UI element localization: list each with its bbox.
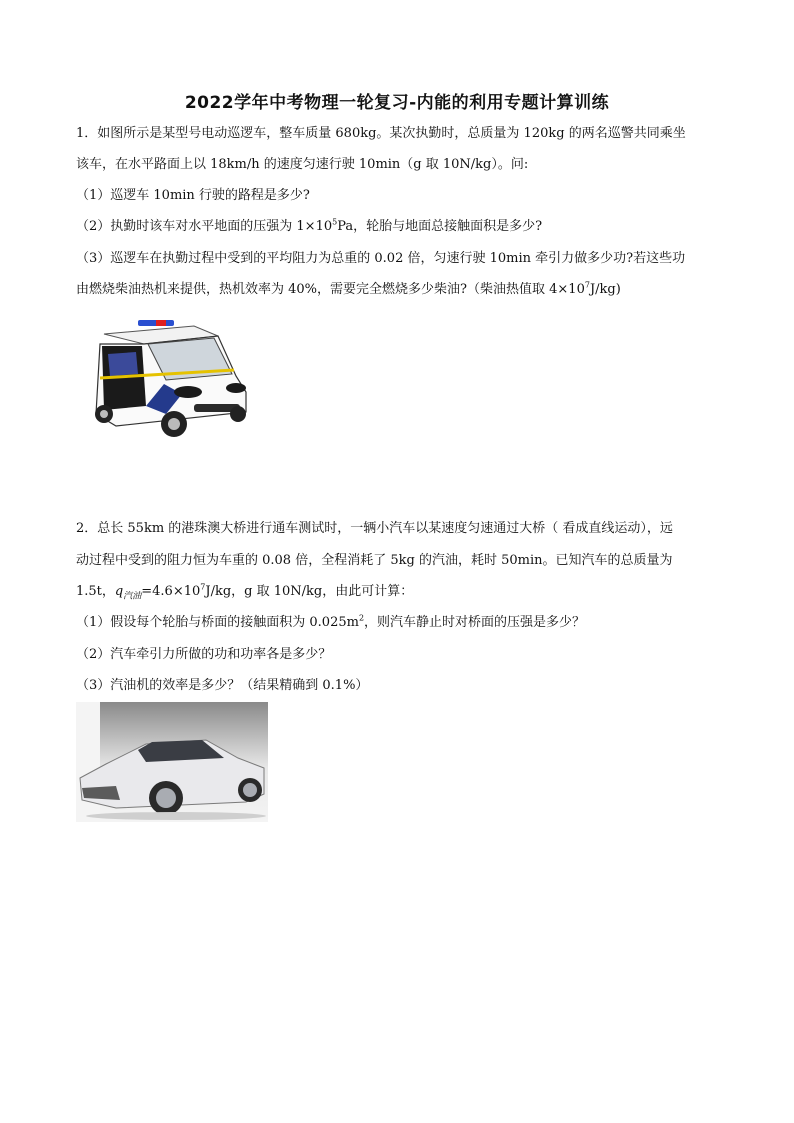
q1-line2: 该车，在水平路面上以 18km/h 的速度匀速行驶 10min（g 取 10N/kg）。问: <box>76 157 529 172</box>
q2-line3-text-a: 1.5t， <box>76 584 115 599</box>
sedan-image <box>76 702 268 822</box>
q1-sub2-text-a: （2）执勤时该车对水平地面的压强为 1×10 <box>76 219 333 234</box>
q1-sub3-line1: （3）巡逻车在执勤过程中受到的平均阻力为总重的 0.02 倍，匀速行驶 10min 牵引力做多少功?若这些功 <box>76 251 686 266</box>
q2-line3-text-b: =4.6×10 <box>141 584 201 599</box>
q1-line1: 1．如图所示是某型号电动巡逻车，整车质量 680kg。某次执勤时，总质量为 120kg 的两名巡警共同乘坐 <box>76 126 686 141</box>
q2-line3-exponent: 7 <box>200 582 206 592</box>
q2-sub1-text-a: （1）假设每个轮胎与桥面的接触面积为 0.025m <box>76 615 359 630</box>
q1-sub3-text-b: J/kg) <box>589 282 621 297</box>
police-car-image <box>86 314 256 444</box>
q2-line1: 2．总长 55km 的港珠澳大桥进行通车测试时，一辆小汽车以某速度匀速通过大桥（ 看成直线运动），远 <box>76 521 673 536</box>
q2-sub1 <box>76 613 736 633</box>
q2-sub2: （2）汽车牵引力所做的功和功率各是多少？ <box>76 647 332 662</box>
q2-heat-value-symbol: q <box>114 584 124 599</box>
q2-line2: 动过程中受到的阻力恒为车重的 0.08 倍，全程消耗了 5kg 的汽油，耗时 50min。已知汽车的总质量为 <box>76 553 673 568</box>
q1-sub3-line2 <box>76 280 736 300</box>
page-title: 2022学年中考物理一轮复习-内能的利用专题计算训练 <box>184 93 610 113</box>
q1-sub1: （1）巡逻车 10min 行驶的路程是多少? <box>76 188 310 203</box>
q1-sub3-exponent: 7 <box>584 280 590 290</box>
q2-line3 <box>76 582 736 607</box>
q1-sub2 <box>76 217 736 237</box>
q2-heat-value-subscript: 汽油 <box>123 591 142 602</box>
q2-sub3: （3）汽油机的效率是多少？（结果精确到 0.1%） <box>76 678 369 693</box>
q2-line3-text-c: J/kg，g 取 10N/kg，由此可计算： <box>205 584 414 599</box>
q1-sub2-exponent: 5 <box>332 217 338 227</box>
q2-sub1-text-b: ，则汽车静止时对桥面的压强是多少？ <box>364 615 586 630</box>
q1-sub3-text-a: 由燃烧柴油热机来提供，热机效率为 40%，需要完全燃烧多少柴油?（柴油热值取 4×10 <box>76 282 585 297</box>
q2-sub1-exponent: 2 <box>358 613 365 623</box>
sedan-car-icon <box>76 702 268 822</box>
q1-sub2-text-b: Pa，轮胎与地面总接触面积是多少? <box>337 219 543 234</box>
